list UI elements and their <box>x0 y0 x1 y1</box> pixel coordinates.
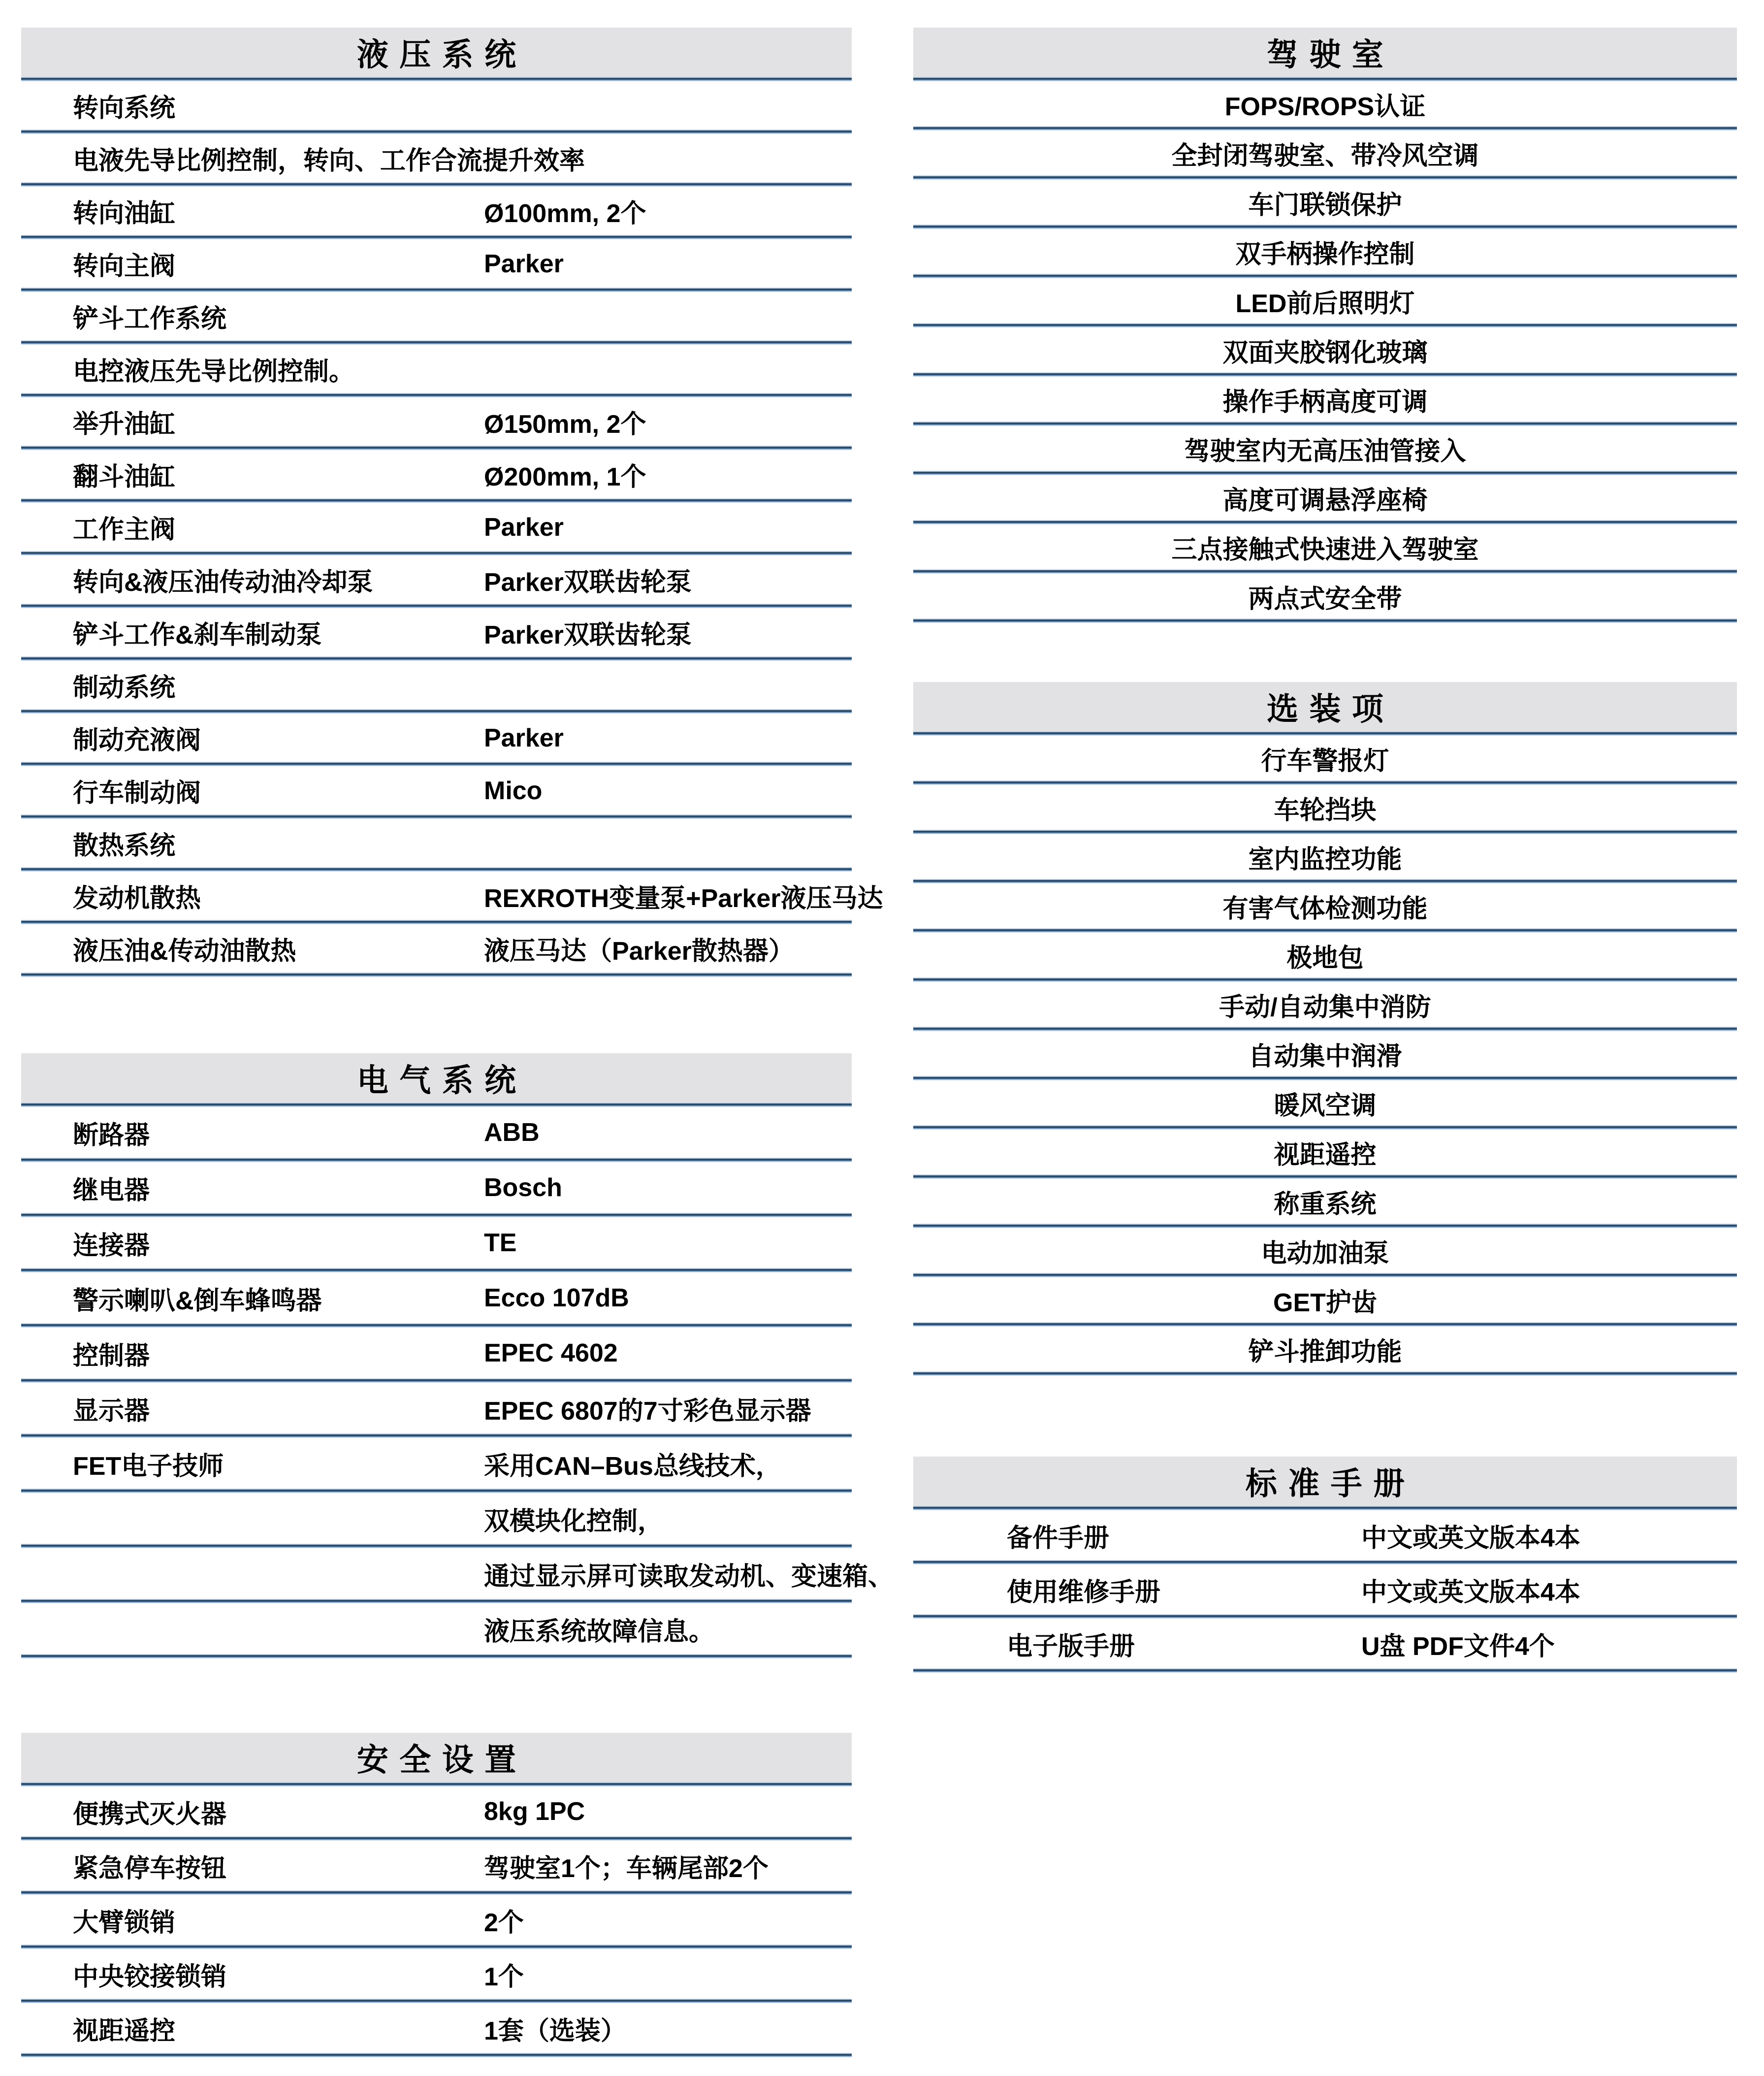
row-divider <box>913 1027 1737 1032</box>
row-value: 液压马达（Parker散热器） <box>484 937 794 966</box>
row-divider <box>21 1999 852 2004</box>
row-value: Bosch <box>484 1173 562 1202</box>
row-text: 行车警报灯 <box>1261 746 1389 776</box>
row-text: 自动集中润滑 <box>1248 1042 1402 1071</box>
row-divider <box>21 551 852 556</box>
table-row <box>21 1163 852 1213</box>
row-divider <box>913 1322 1737 1327</box>
row-value: Parker <box>484 249 564 278</box>
table-row <box>21 1787 852 1836</box>
row-value: 中文或英文版本4本 <box>1361 1524 1580 1553</box>
row-divider <box>913 1668 1737 1673</box>
row-value: Mico <box>484 776 543 805</box>
row-value: EPEC 6807的7寸彩色显示器 <box>484 1396 811 1426</box>
row-divider <box>913 1273 1737 1278</box>
table-row <box>913 426 1737 471</box>
table-header <box>21 1053 852 1103</box>
row-divider <box>913 780 1737 785</box>
row-divider <box>913 323 1737 328</box>
row-divider <box>21 1323 852 1328</box>
row-divider <box>21 656 852 661</box>
table-row <box>21 872 883 920</box>
row-divider <box>21 1544 852 1549</box>
row-value: 中文或英文版本4本 <box>1361 1578 1580 1607</box>
row-value: 2个 <box>484 1908 524 1937</box>
row-divider <box>913 1560 1737 1565</box>
row-divider <box>21 393 852 398</box>
table-row <box>913 1179 1737 1224</box>
row-divider <box>21 920 852 925</box>
table-row <box>913 1229 1737 1273</box>
row-text: 室内监控功能 <box>1248 845 1402 874</box>
row-value: 通过显示屏可读取发动机、变速箱、 <box>484 1562 894 1591</box>
table-row <box>913 574 1737 618</box>
row-divider <box>21 1836 852 1841</box>
row-label: 铲斗工作&刹车制动泵 <box>73 621 322 649</box>
table-row <box>21 556 852 604</box>
row-label: 电液先导比例控制，转向、工作合流提升效率 <box>73 147 585 175</box>
row-value: Ø100mm, 2个 <box>484 199 646 228</box>
table-row <box>913 1278 1737 1322</box>
row-divider <box>21 867 852 872</box>
row-text: 手动/自动集中消防 <box>1219 993 1431 1022</box>
header-divider <box>913 731 1737 736</box>
table-header <box>913 1457 1737 1506</box>
row-divider <box>21 709 852 714</box>
row-value: TE <box>484 1229 517 1257</box>
row-value: REXROTH变量泵+Parker液压马达 <box>484 884 883 913</box>
table-row <box>21 398 852 446</box>
row-divider <box>913 1125 1737 1130</box>
row-value: 8kg 1PC <box>484 1797 585 1826</box>
row-divider <box>21 2053 852 2058</box>
row-divider <box>21 762 852 767</box>
table-row <box>21 767 852 814</box>
row-divider <box>21 1158 852 1163</box>
row-text: 驾驶室内无高压油管接入 <box>1184 437 1466 466</box>
row-label: 转向主阀 <box>73 252 176 281</box>
row-divider <box>21 1654 852 1659</box>
row-value: Parker <box>484 723 564 752</box>
table-title: 驾驶室 <box>1267 37 1395 72</box>
table-row <box>913 377 1737 422</box>
row-value: 双模块化控制， <box>484 1507 664 1536</box>
table-row <box>21 1438 852 1489</box>
row-divider <box>913 1224 1737 1229</box>
table-row <box>21 1383 852 1433</box>
table-row <box>21 1107 852 1158</box>
row-divider <box>913 225 1737 229</box>
row-text: 双手柄操作控制 <box>1235 240 1415 269</box>
table-row <box>21 1218 852 1268</box>
table-row <box>21 1549 894 1599</box>
table-title: 电气系统 <box>356 1063 527 1098</box>
row-value: Ø200mm, 1个 <box>484 463 646 491</box>
row-divider <box>913 471 1737 476</box>
row-divider <box>21 1268 852 1273</box>
table-row <box>21 1895 852 1945</box>
row-label: 转向系统 <box>73 94 176 123</box>
table-header <box>21 28 852 77</box>
table-options <box>913 682 1737 1376</box>
table-row <box>21 1949 852 1999</box>
table-row <box>913 736 1737 780</box>
row-label: 转向&液压油传动油冷却泵 <box>73 568 373 597</box>
table-row <box>21 661 852 709</box>
row-divider <box>913 928 1737 933</box>
table-electrical-system <box>21 1053 894 1659</box>
row-divider <box>913 879 1737 884</box>
row-divider <box>21 235 852 240</box>
row-divider <box>21 1599 852 1604</box>
table-row <box>913 785 1737 830</box>
row-label: 举升油缸 <box>73 410 176 439</box>
row-divider <box>913 520 1737 525</box>
header-divider <box>21 1103 852 1107</box>
row-label: 散热系统 <box>73 832 176 860</box>
row-divider <box>21 1433 852 1438</box>
header-divider <box>913 1506 1737 1511</box>
row-divider <box>913 618 1737 623</box>
table-row <box>913 1327 1737 1371</box>
table-row <box>21 134 852 182</box>
table-row <box>913 933 1737 977</box>
row-label: 断路器 <box>73 1121 150 1150</box>
row-divider <box>913 977 1737 982</box>
row-text: 三点接触式快速进入驾驶室 <box>1171 535 1479 564</box>
header-divider <box>21 1782 852 1787</box>
row-value: Ø150mm, 2个 <box>484 410 646 439</box>
row-divider <box>21 1945 852 1949</box>
row-text: GET护齿 <box>1273 1288 1377 1317</box>
row-text: 电动加油泵 <box>1261 1239 1389 1268</box>
row-label: 电控液压先导比例控制。 <box>73 357 355 386</box>
table-row <box>913 982 1737 1027</box>
row-text: 车门联锁保护 <box>1248 191 1402 220</box>
table-row <box>21 2004 852 2053</box>
table-row <box>21 714 852 762</box>
row-label: 显示器 <box>73 1396 150 1426</box>
table-row <box>21 819 852 867</box>
table-header <box>913 28 1737 77</box>
row-text: 视距遥控 <box>1274 1140 1377 1169</box>
table-row <box>913 835 1737 879</box>
row-divider <box>913 274 1737 279</box>
row-label: FET电子技师 <box>73 1452 224 1481</box>
table-row <box>913 229 1737 274</box>
row-divider <box>21 130 852 134</box>
row-label: 翻斗油缸 <box>73 463 176 491</box>
row-divider <box>21 288 852 292</box>
table-row <box>21 1841 852 1890</box>
row-value: Parker <box>484 513 564 542</box>
row-label: 继电器 <box>73 1176 150 1205</box>
row-value: Parker双联齿轮泵 <box>484 568 692 597</box>
row-value: 驾驶室1个；车辆尾部2个 <box>484 1854 769 1883</box>
row-text: 全封闭驾驶室、带冷风空调 <box>1171 141 1479 170</box>
row-label: 控制器 <box>73 1341 150 1370</box>
row-label: 使用维修手册 <box>1007 1578 1161 1607</box>
table-safety-equipment <box>21 1733 852 2058</box>
row-label: 便携式灭火器 <box>73 1800 227 1829</box>
table-row <box>21 345 852 393</box>
row-divider <box>913 1076 1737 1081</box>
table-row <box>913 1032 1737 1076</box>
row-text: 操作手柄高度可调 <box>1222 388 1428 417</box>
row-divider <box>21 1489 852 1493</box>
row-label: 电子版手册 <box>1007 1632 1135 1661</box>
table-row <box>21 503 852 551</box>
row-text: 高度可调悬浮座椅 <box>1222 486 1428 515</box>
row-label: 制动充液阀 <box>73 726 201 755</box>
row-label: 连接器 <box>73 1231 150 1260</box>
row-label: 视距遥控 <box>73 2016 176 2045</box>
table-header <box>913 682 1737 731</box>
row-divider <box>21 498 852 503</box>
row-divider <box>21 604 852 609</box>
header-divider <box>913 77 1737 82</box>
row-label: 制动系统 <box>73 674 176 702</box>
row-divider <box>913 372 1737 377</box>
table-row <box>21 1493 852 1544</box>
row-divider <box>913 1174 1737 1179</box>
table-row <box>913 180 1737 225</box>
table-title: 液压系统 <box>356 37 527 72</box>
table-row <box>21 1604 852 1654</box>
table-row <box>913 525 1737 569</box>
table-row <box>913 1565 1737 1614</box>
row-value: 液压系统故障信息。 <box>484 1617 715 1646</box>
row-text: LED前后照明灯 <box>1235 289 1415 318</box>
row-label: 发动机散热 <box>73 884 201 913</box>
row-value: 1个 <box>484 1962 524 1991</box>
row-divider <box>21 973 852 977</box>
row-label: 工作主阀 <box>73 516 176 544</box>
table-row <box>913 476 1737 520</box>
table-title: 选装项 <box>1267 691 1395 727</box>
row-divider <box>913 175 1737 180</box>
table-row <box>21 292 852 340</box>
table-title: 标准手册 <box>1245 1466 1416 1501</box>
row-label: 液压油&传动油散热 <box>73 937 296 966</box>
row-divider <box>21 340 852 345</box>
row-divider <box>21 182 852 187</box>
row-label: 警示喇叭&倒车蜂鸣器 <box>73 1286 322 1315</box>
table-row <box>913 131 1737 175</box>
table-row <box>21 240 852 288</box>
table-manuals <box>913 1457 1737 1673</box>
row-divider <box>913 1371 1737 1376</box>
row-divider <box>913 569 1737 574</box>
row-label: 大臂锁销 <box>73 1908 176 1937</box>
row-divider <box>913 1614 1737 1619</box>
row-label: 转向油缸 <box>73 199 176 228</box>
table-row <box>913 279 1737 323</box>
row-divider <box>21 1890 852 1895</box>
row-divider <box>913 126 1737 131</box>
table-row <box>21 451 852 498</box>
row-label: 中央铰接锁销 <box>73 1962 227 1991</box>
table-row <box>913 1081 1737 1125</box>
header-divider <box>21 77 852 82</box>
row-text: 车轮挡块 <box>1274 796 1377 825</box>
row-value: 采用CAN–Bus总线技术， <box>484 1452 781 1481</box>
row-label: 行车制动阀 <box>73 779 201 808</box>
row-text: 有害气体检测功能 <box>1222 894 1428 923</box>
row-divider <box>913 830 1737 835</box>
table-hydraulic-system <box>21 28 883 977</box>
table-row <box>913 1130 1737 1174</box>
row-text: 铲斗推卸功能 <box>1248 1337 1402 1366</box>
table-row <box>21 187 852 235</box>
row-divider <box>21 814 852 819</box>
table-header <box>21 1733 852 1782</box>
table-title: 安全设置 <box>356 1742 527 1778</box>
row-value: 1套（选装） <box>484 2016 626 2045</box>
table-row <box>21 82 852 130</box>
row-text: 称重系统 <box>1274 1190 1377 1219</box>
table-row <box>21 925 852 973</box>
table-row <box>21 1328 852 1378</box>
row-divider <box>913 422 1737 426</box>
table-row <box>913 884 1737 928</box>
table-row <box>21 1273 852 1323</box>
row-value: Ecco 107dB <box>484 1284 629 1312</box>
row-value: ABB <box>484 1118 540 1147</box>
row-divider <box>21 1213 852 1218</box>
row-value: U盘 PDF文件4个 <box>1361 1632 1555 1661</box>
row-divider <box>21 1378 852 1383</box>
row-value: EPEC 4602 <box>484 1339 618 1367</box>
row-label: 备件手册 <box>1007 1524 1110 1553</box>
row-text: 极地包 <box>1286 943 1364 973</box>
row-text: 暖风空调 <box>1274 1091 1377 1120</box>
row-value: Parker双联齿轮泵 <box>484 621 692 649</box>
table-row <box>913 1511 1737 1560</box>
row-text: FOPS/ROPS认证 <box>1224 92 1426 121</box>
table-row <box>913 328 1737 372</box>
row-divider <box>21 446 852 451</box>
row-text: 两点式安全带 <box>1248 584 1402 614</box>
table-cab <box>913 28 1737 623</box>
table-row <box>21 609 852 656</box>
row-text: 双面夹胶钢化玻璃 <box>1222 338 1428 367</box>
table-row <box>913 1619 1737 1668</box>
row-label: 紧急停车按钮 <box>73 1854 227 1883</box>
table-row <box>913 82 1737 126</box>
row-label: 铲斗工作系统 <box>73 305 227 333</box>
